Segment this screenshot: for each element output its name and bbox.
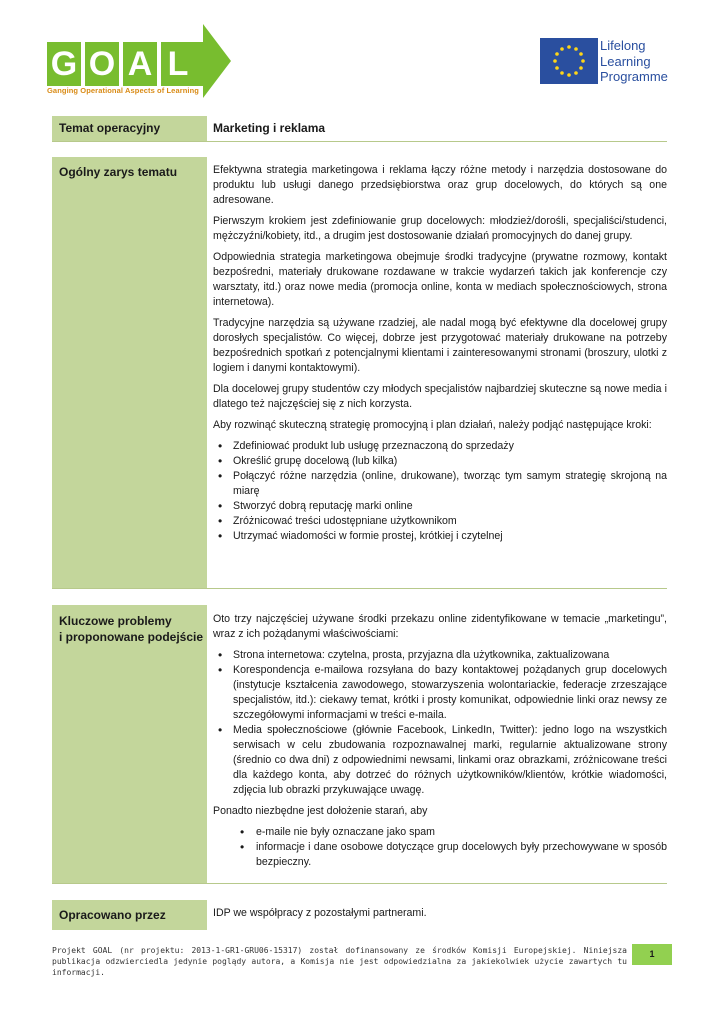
programme-line-1: Lifelong — [600, 38, 646, 53]
topic-label: Temat operacyjny — [59, 121, 161, 135]
outline-paragraph: Odpowiednia strategia marketingowa obejmuje środki tradycyjne (prywatne rozmowy, kontakt bezpośredni, materiały drukowane rozdawane w trakcie wydarzeń takich jak konferencje czy warsztaty, itd.) oraz nowe media (promocja online, konta w mediach społecznościowych, strona internetowa). — [213, 251, 667, 308]
row-divider — [52, 588, 667, 589]
list-item: • Korespondencja e-mailowa rozsyłana do bazy kontaktowej pożądanych grup docelowych (instytucje kształcenia zawodowego, stowarzyszenia wolontariackie, federacje zrzeszające specjalistów, itd.): ciekawy temat, krótki i prosty komunikat, odpowiednie linki oraz newsy ze szczegółowymi informacjami w treści e-maila. — [213, 663, 667, 723]
topic-label-cell — [52, 116, 207, 141]
prepared-label-cell — [52, 900, 207, 930]
programme-line-2: Learning — [600, 53, 651, 69]
goal-letter-a: A — [123, 42, 157, 86]
effort-intro: Ponadto niezbędne jest dołożenie starań, aby — [213, 805, 428, 817]
topic-value: Marketing i reklama — [213, 121, 326, 135]
goal-logo — [47, 24, 233, 98]
steps-list — [213, 439, 667, 544]
prepared-label: Opracowano przez — [59, 908, 166, 922]
row-divider — [52, 883, 667, 884]
list-item: • Stworzyć dobrą reputację marki online — [213, 499, 667, 514]
outline-label-cell — [52, 157, 207, 588]
goal-arrow-icon — [195, 24, 231, 98]
outline-paragraph: Tradycyjne narzędzia są używane rzadziej, ale nadal mogą być efektywne dla docelowej grupy dorosłych specjalistów. Co więcej, dobrze jest przygotować materiały drukowane na potrzeby bezpośrednich spotkań z potencjalnymi klientami i zainteresowanymi stronami (broszury, ulotki z logiem i danymi kontaktowymi). — [213, 317, 667, 374]
prepared-value: IDP we współpracy z pozostałymi partnerami. — [213, 907, 427, 919]
list-item: • Media społecznościowe (głównie Facebook, LinkedIn, Twitter): jedno logo na wszystkich serwisach w celu zbudowania rozpoznawalnej marki, regularnie aktualizowane strony (średnio co dwa dni) z odpowiednimi newsami, linkami oraz obrazkami, zróżnicowane treści dla każdego konta, aby dotrzeć do różnych użytkowników/klientów, krótkie wiadomości, zdjęcia lub obrazki przykuwające uwagę. — [213, 723, 667, 798]
row-divider — [52, 141, 667, 142]
goal-letter-g: G — [47, 42, 81, 86]
channels-list — [213, 648, 667, 798]
goal-letter-l: L — [161, 42, 195, 86]
outline-paragraph: Pierwszym krokiem jest zdefiniowanie grup docelowych: młodzież/dorośli, specjaliści/studenci, mężczyźni/kobiety, itd., a drugim jest dostosowanie działań promocyjnych do danej grupy. — [213, 215, 667, 242]
goal-tagline: Ganging Operational Aspects of Learning — [47, 86, 199, 95]
list-item: • Zróżnicować treści udostępniane użytkownikom — [213, 514, 667, 529]
issues-label-cell — [52, 605, 207, 883]
outline-paragraph: Efektywna strategia marketingowa i reklama łączy różne metody i narzędzia dostosowane do produktu lub usługi danego przedsiębiorstwa oraz grup docelowych, do których są one adresowane. — [213, 164, 667, 206]
goal-letter-o: O — [85, 42, 119, 86]
issues-label-line-2: i proponowane podejście — [59, 630, 204, 644]
list-item: • Strona internetowa: czytelna, prosta, przyjazna dla użytkownika, zaktualizowana — [213, 648, 667, 663]
issues-intro: Oto trzy najczęściej używane środki przekazu online zidentyfikowane w temacie „marketingu”, wraz z ich pożądanymi właściwościami: — [213, 613, 667, 640]
list-item: • e-maile nie były oznaczane jako spam — [213, 825, 667, 840]
issues-label-line-1: Kluczowe problemy — [59, 614, 172, 628]
list-item: • Określić grupę docelową (lub kilka) — [213, 454, 667, 469]
outline-label: Ogólny zarys tematu — [59, 165, 178, 179]
outline-paragraph: Aby rozwinąć skuteczną strategię promocyjną i plan działań, należy podjąć następujące kroki: — [213, 419, 652, 431]
page-number: 1 — [632, 944, 672, 965]
lifelong-learning-logo — [540, 38, 680, 86]
footer-disclaimer: Projekt GOAL (nr projektu: 2013-1-GR1-GRU06-15317) został dofinansowany ze środków Komisji Europejskiej. Niniejsza publikacja odzwierciedla jedynie poglądy autora, a Komisja nie jest odpowiedzialna za jakiekolwiek użycie zawartych tu informacji. — [52, 946, 627, 977]
outline-content — [213, 163, 667, 550]
outline-paragraph: Dla docelowej grupy studentów czy młodych specjalistów najbardziej skuteczne są nowe media i dlatego też najczęściej się z nich korzysta. — [213, 383, 667, 410]
eu-flag-icon — [540, 38, 598, 84]
issues-content — [213, 612, 667, 876]
list-item: • Połączyć różne narzędzia (online, drukowane), tworząc tym samym strategię skrojoną na miarę — [213, 469, 667, 499]
list-item: • Utrzymać wiadomości w formie prostej, krótkiej i czytelnej — [213, 529, 667, 544]
list-item: • informacje i dane osobowe dotyczące grup docelowych były przechowywane w sposób bezpieczny. — [213, 840, 667, 870]
list-item: • Zdefiniować produkt lub usługę przeznaczoną do sprzedaży — [213, 439, 667, 454]
programme-name — [600, 38, 668, 85]
programme-line-3: Programme — [600, 69, 668, 84]
efforts-list — [213, 825, 667, 870]
